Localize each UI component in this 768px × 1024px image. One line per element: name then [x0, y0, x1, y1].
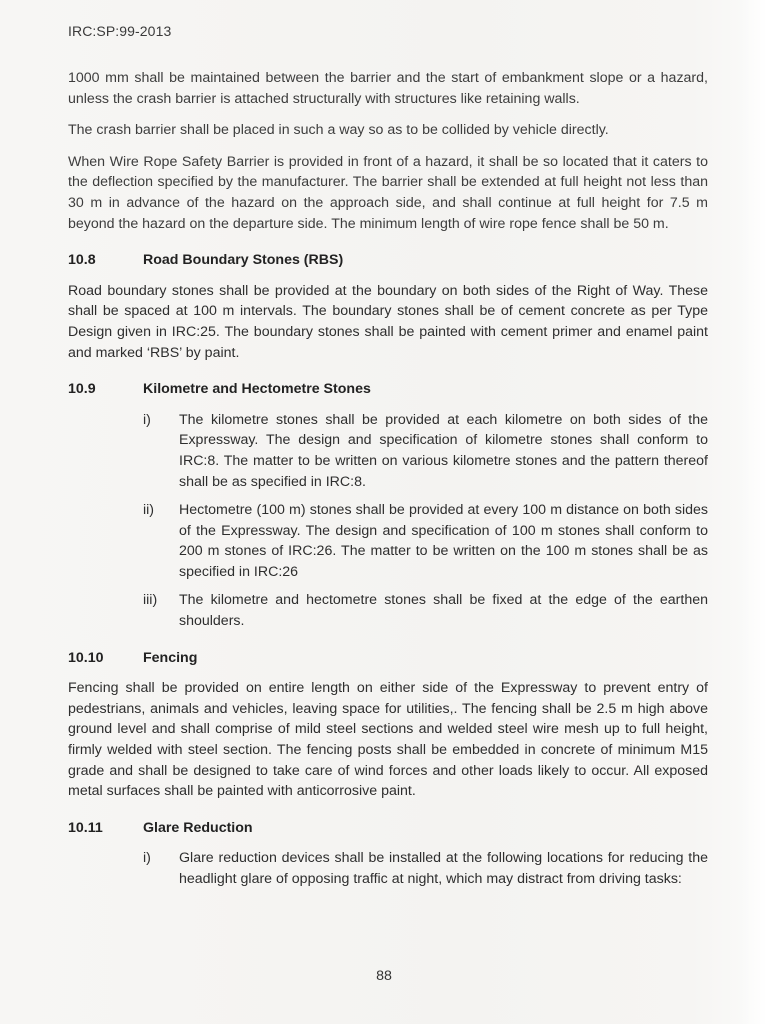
list-10-9 [143, 410, 708, 632]
page-number: 88 [376, 968, 392, 984]
intro-paragraph-1: 1000 mm shall be maintained between the barrier and the start of embankment slope or a hazard, unless the crash barrier is attached structurally with structures like retaining walls. [68, 70, 708, 107]
intro-paragraph-2: The crash barrier shall be placed in such a way so as to be collided by vehicle directly. [68, 122, 609, 139]
list-marker: iii) [143, 592, 158, 609]
section-heading-10-8 [68, 250, 708, 271]
section-number: 10.8 [68, 252, 96, 269]
page-edge-shadow [740, 0, 768, 1024]
section-paragraph-10-8: Road boundary stones shall be provided at the boundary on both sides of the Right of Way. These shall be spaced at 100 m intervals. The boundary stones shall be of cement concrete as per Type Design given in IRC:25. The boundary stones shall be painted with cement primer and enamel paint and marked ‘RBS’ by paint. [68, 282, 708, 361]
intro-paragraph-3: When Wire Rope Safety Barrier is provided in front of a hazard, it shall be so located that it caters to the deflection specified by the manufacturer. The barrier shall be extended at full height not less than 30 m in advance of the hazard on the approach side, and shall continue at full height for 7.5 m beyond the hazard on the departure side. The minimum length of wire rope fence shall be 50 m. [68, 153, 708, 232]
list-item [143, 848, 708, 889]
list-item-text: Hectometre (100 m) stones shall be provided at every 100 m distance on both sides of the Expressway. The design and specification of 100 m stones shall conform to 200 m stones of IRC:26. The matter to be written on the 100 m stones shall be as specified in IRC:26 [179, 502, 708, 580]
list-item [143, 500, 708, 582]
list-item [143, 590, 708, 631]
list-marker: ii) [143, 502, 155, 519]
section-heading-10-11 [68, 818, 708, 839]
section-number: 10.11 [68, 819, 103, 836]
list-item-text: The kilometre and hectometre stones shall be fixed at the edge of the earthen shoulders. [179, 592, 708, 630]
document-code-header: IRC:SP:99-2013 [68, 23, 172, 39]
list-item [143, 410, 708, 492]
section-title: Kilometre and Hectometre Stones [143, 381, 371, 398]
list-marker: i) [143, 411, 151, 428]
section-title: Fencing [143, 649, 198, 666]
list-10-11 [143, 848, 708, 889]
list-item-text: The kilometre stones shall be provided at each kilometre on both sides of the Expressway. The design and specification of kilometre stones shall conform to IRC:8. The matter to be written on various kilometre stones and the pattern thereof shall be as specified in IRC:8. [179, 411, 708, 490]
section-number: 10.9 [68, 381, 96, 398]
section-number: 10.10 [68, 649, 104, 666]
section-heading-10-9 [68, 379, 708, 400]
section-title: Glare Reduction [143, 819, 253, 836]
section-title: Road Boundary Stones (RBS) [143, 252, 344, 269]
list-item-text: Glare reduction devices shall be installed at the following locations for reducing the headlight glare of opposing traffic at night, which may distract from driving tasks: [179, 850, 708, 887]
page-content [68, 68, 708, 900]
list-marker: i) [143, 850, 151, 867]
section-paragraph-10-10: Fencing shall be provided on entire length on either side of the Expressway to prevent entry of pedestrians, animals and vehicles, leaving space for utilities,. The fencing shall be 2.5 m high above ground level and shall comprise of mild steel sections and welded steel wire mesh up to full height, firmly welded with steel section. The fencing posts shall be embedded in concrete of minimum M15 grade and shall be designed to take care of wind forces and other loads likely to occur. All exposed metal surfaces shall be painted with anticorrosive paint. [68, 680, 708, 800]
section-heading-10-10 [68, 648, 708, 669]
